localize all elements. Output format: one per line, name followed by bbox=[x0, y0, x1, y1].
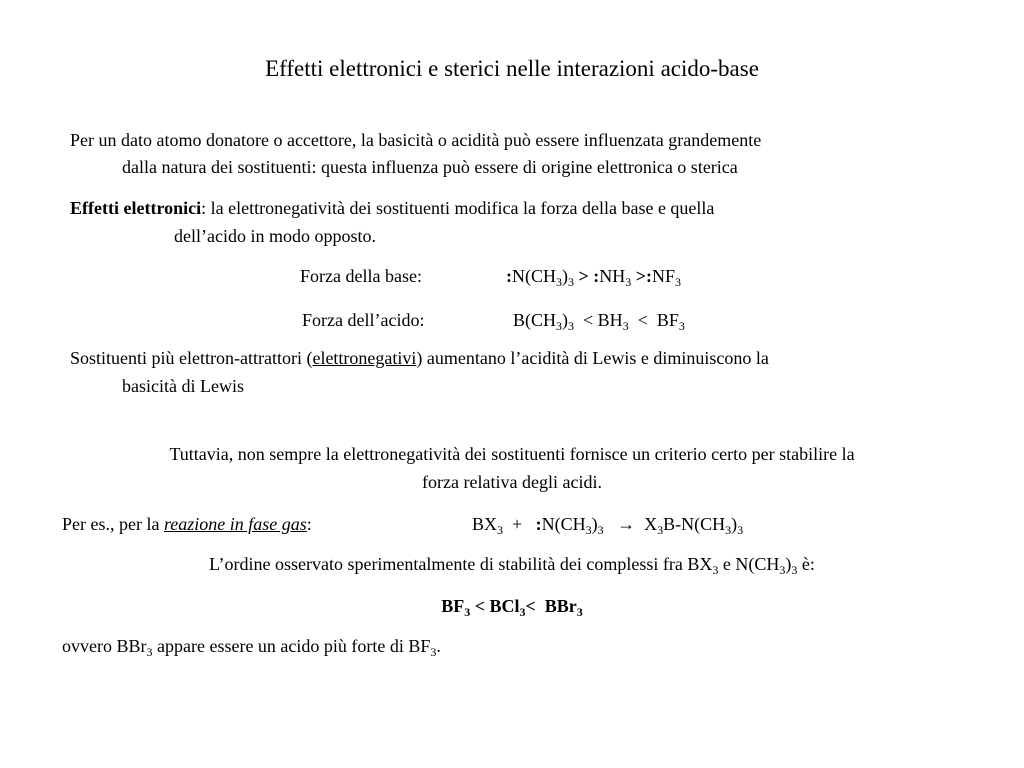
intro-line-2: dalla natura dei sostituenti: questa influenza può essere di origine elettronica o sterica bbox=[122, 157, 738, 177]
electronic-effects-label: Effetti elettronici bbox=[70, 198, 202, 218]
gas-phase-reaction-term: reazione in fase gas bbox=[163, 514, 307, 534]
base-strength-order: $:N(CH_3)_3$ > $:NH_3$ $>:NF_3$ bbox=[506, 266, 682, 289]
acid-strength-order: $B(CH_3)_3 < BH_3 < BF_3$ bbox=[513, 310, 685, 333]
conclusion-line: ovvero BBr$_3$ appare essere un acido più forte di $BF_3$. bbox=[62, 636, 441, 659]
acid-strength-label: Forza dell’acido: bbox=[302, 310, 425, 330]
intro-line-1: Per un dato atomo donatore o accettore, la basicità o acidità può essere influenzata grandemente bbox=[70, 130, 762, 150]
page-title: Effetti elettronici e sterici nelle interazioni acido-base bbox=[265, 56, 759, 81]
example-prefix: Per es., per la reazione in fase gas: bbox=[62, 514, 312, 534]
base-strength-label: Forza della base: bbox=[300, 266, 422, 286]
electronic-effects-line-2: dell’acido in modo opposto. bbox=[174, 226, 376, 246]
electronic-effects-text: : la elettronegatività dei sostituenti modifica la forza della base e quella bbox=[201, 198, 715, 218]
stability-order-line: L’ordine osservato sperimentalmente di stabilità dei complessi fra $BX_3$ e $N(CH_3)_3$ è: bbox=[209, 554, 815, 577]
however-line-1: Tuttavia, non sempre la elettronegatività dei sostituenti fornisce un criterio certo per stabilire la bbox=[169, 444, 855, 464]
electronegative-term: elettronegativi bbox=[312, 348, 417, 368]
however-line-2: forza relativa degli acidi. bbox=[422, 472, 602, 492]
example-reaction: $BX_3$ + $:N(CH_3)_3$ → $X_3B-N(CH_3)_3$ bbox=[472, 514, 744, 537]
arrow-icon: → bbox=[617, 514, 636, 534]
withdrawing-line-2: basicità di Lewis bbox=[122, 376, 244, 396]
stability-series: $BF_3 < BCl_3< BBr_3$ bbox=[441, 596, 583, 619]
electronic-effects-line-1 bbox=[70, 198, 714, 219]
withdrawing-line-1: Sostituenti più elettron-attrattori (elettronegativi) aumentano l’acidità di Lewis e diminuiscono la bbox=[70, 348, 769, 368]
